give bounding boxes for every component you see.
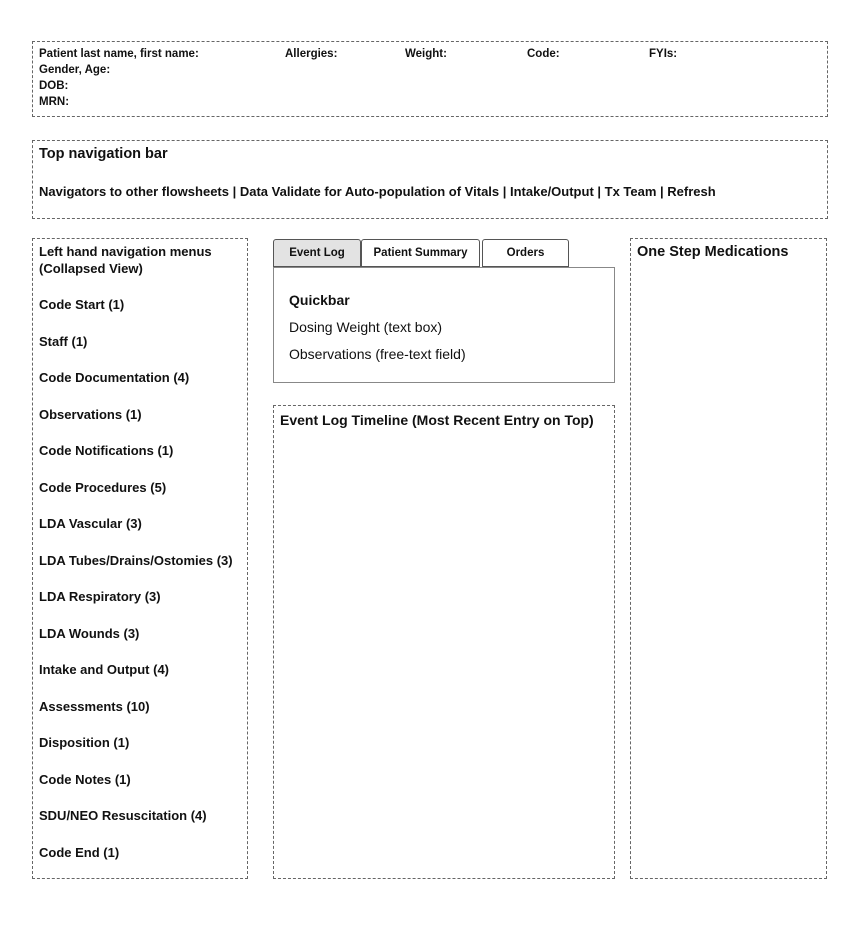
dob-label: DOB: bbox=[39, 80, 69, 92]
left-nav-item-observations[interactable]: Observations (1) bbox=[39, 406, 142, 422]
patient-name-label: Patient last name, first name: bbox=[39, 48, 199, 60]
code-label: Code: bbox=[527, 48, 560, 60]
tab-patient-summary[interactable]: Patient Summary bbox=[361, 239, 480, 267]
left-nav-item-disposition[interactable]: Disposition (1) bbox=[39, 735, 130, 750]
left-nav-item-lda-wounds[interactable]: LDA Wounds (3) bbox=[39, 625, 140, 641]
top-nav-links[interactable]: Navigators to other flowsheets | Data Validate for Auto-population of Vitals | Intake/Output | Tx Team | Refresh bbox=[39, 184, 716, 199]
left-nav-title: Left hand navigation menus (Collapsed View) bbox=[39, 244, 212, 276]
quickbar-panel bbox=[273, 267, 615, 383]
left-nav-item-sdu-neo[interactable]: SDU/NEO Resuscitation (4) bbox=[39, 808, 207, 823]
left-nav-item-code-end[interactable]: Code End (1) bbox=[39, 844, 120, 860]
left-nav-item-lda-respiratory[interactable]: LDA Respiratory (3) bbox=[39, 589, 161, 604]
weight-label: Weight: bbox=[405, 48, 447, 60]
left-nav-item-assessments[interactable]: Assessments (10) bbox=[39, 698, 150, 714]
tab-orders[interactable]: Orders bbox=[482, 239, 569, 267]
left-nav-list bbox=[39, 297, 233, 881]
left-navigation-menu bbox=[32, 238, 248, 879]
top-navigation-bar bbox=[32, 140, 828, 219]
quickbar-title: Quickbar bbox=[289, 292, 350, 308]
event-log-timeline bbox=[273, 405, 615, 879]
patient-header bbox=[32, 41, 828, 117]
observations-field[interactable]: Observations (free-text field) bbox=[289, 346, 466, 362]
event-log-title: Event Log Timeline (Most Recent Entry on Top) bbox=[280, 412, 594, 428]
fyis-label: FYIs: bbox=[649, 48, 678, 60]
one-step-medications-panel bbox=[630, 238, 827, 879]
allergies-label: Allergies: bbox=[285, 48, 338, 60]
left-nav-item-lda-tubes[interactable]: LDA Tubes/Drains/Ostomies (3) bbox=[39, 552, 233, 568]
left-nav-item-code-documentation[interactable]: Code Documentation (4) bbox=[39, 370, 190, 385]
left-nav-item-code-notes[interactable]: Code Notes (1) bbox=[39, 771, 131, 787]
dosing-weight-field[interactable]: Dosing Weight (text box) bbox=[289, 319, 443, 335]
gender-age-label: Gender, Age: bbox=[39, 64, 111, 76]
left-nav-item-code-procedures[interactable]: Code Procedures (5) bbox=[39, 479, 167, 495]
tab-event-log[interactable]: Event Log bbox=[273, 239, 361, 267]
left-nav-item-intake-output[interactable]: Intake and Output (4) bbox=[39, 662, 169, 677]
left-nav-item-code-notifications[interactable]: Code Notifications (1) bbox=[39, 443, 174, 458]
left-nav-item-code-start[interactable]: Code Start (1) bbox=[39, 297, 125, 312]
top-nav-title: Top navigation bar bbox=[39, 146, 168, 162]
left-nav-item-staff[interactable]: Staff (1) bbox=[39, 333, 88, 349]
medications-title: One Step Medications bbox=[637, 244, 789, 260]
left-nav-item-lda-vascular[interactable]: LDA Vascular (3) bbox=[39, 516, 142, 531]
mrn-label: MRN: bbox=[39, 96, 70, 108]
